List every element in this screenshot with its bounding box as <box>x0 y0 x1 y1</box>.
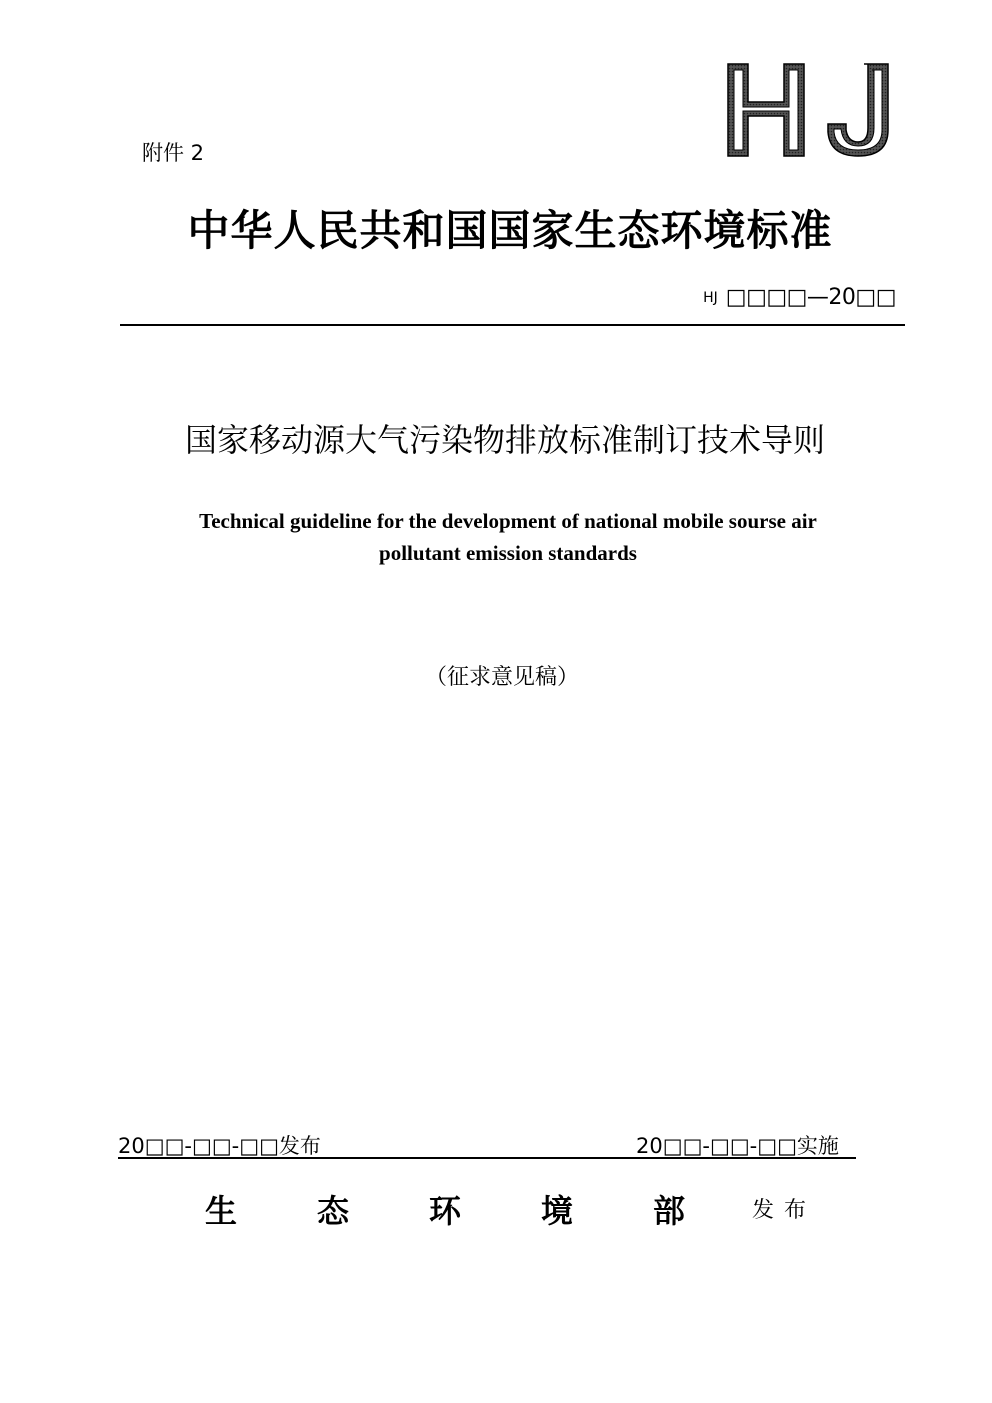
draft-status: （征求意见稿） <box>424 665 579 690</box>
standard-number-prefix: HJ <box>703 289 718 306</box>
issuer-char: 环 <box>428 1192 461 1230</box>
standard-number-body: □□□□—20□□ <box>725 285 896 310</box>
document-title-en-line2: pollutant emission standards <box>379 541 637 565</box>
issuer-char: 生 <box>205 1192 238 1230</box>
standard-category-heading: 中华人民共和国国家生态环境标准 <box>187 206 833 255</box>
implementation-date: 20□□-□□-□□实施 <box>636 1134 839 1158</box>
document-title-en-line1: Technical guideline for the development of national mobile sourse air <box>199 509 817 533</box>
document-title-en <box>0 505 992 569</box>
issuer-char: 态 <box>316 1192 349 1230</box>
footer-divider <box>118 1157 856 1159</box>
header-divider <box>120 324 905 326</box>
issuer-char: 部 <box>652 1192 685 1230</box>
hj-logo <box>722 58 898 164</box>
attachment-label: 附件 2 <box>142 141 205 165</box>
standard-number <box>703 285 896 310</box>
document-title-zh: 国家移动源大气污染物排放标准制订技术导则 <box>184 421 825 459</box>
issuer-name <box>205 1186 685 1232</box>
issue-date: 20□□-□□-□□发布 <box>118 1134 321 1158</box>
issued-by-label: 发布 <box>752 1198 817 1223</box>
hj-logo-glyphs <box>728 64 888 156</box>
issuer-char: 境 <box>540 1192 573 1230</box>
